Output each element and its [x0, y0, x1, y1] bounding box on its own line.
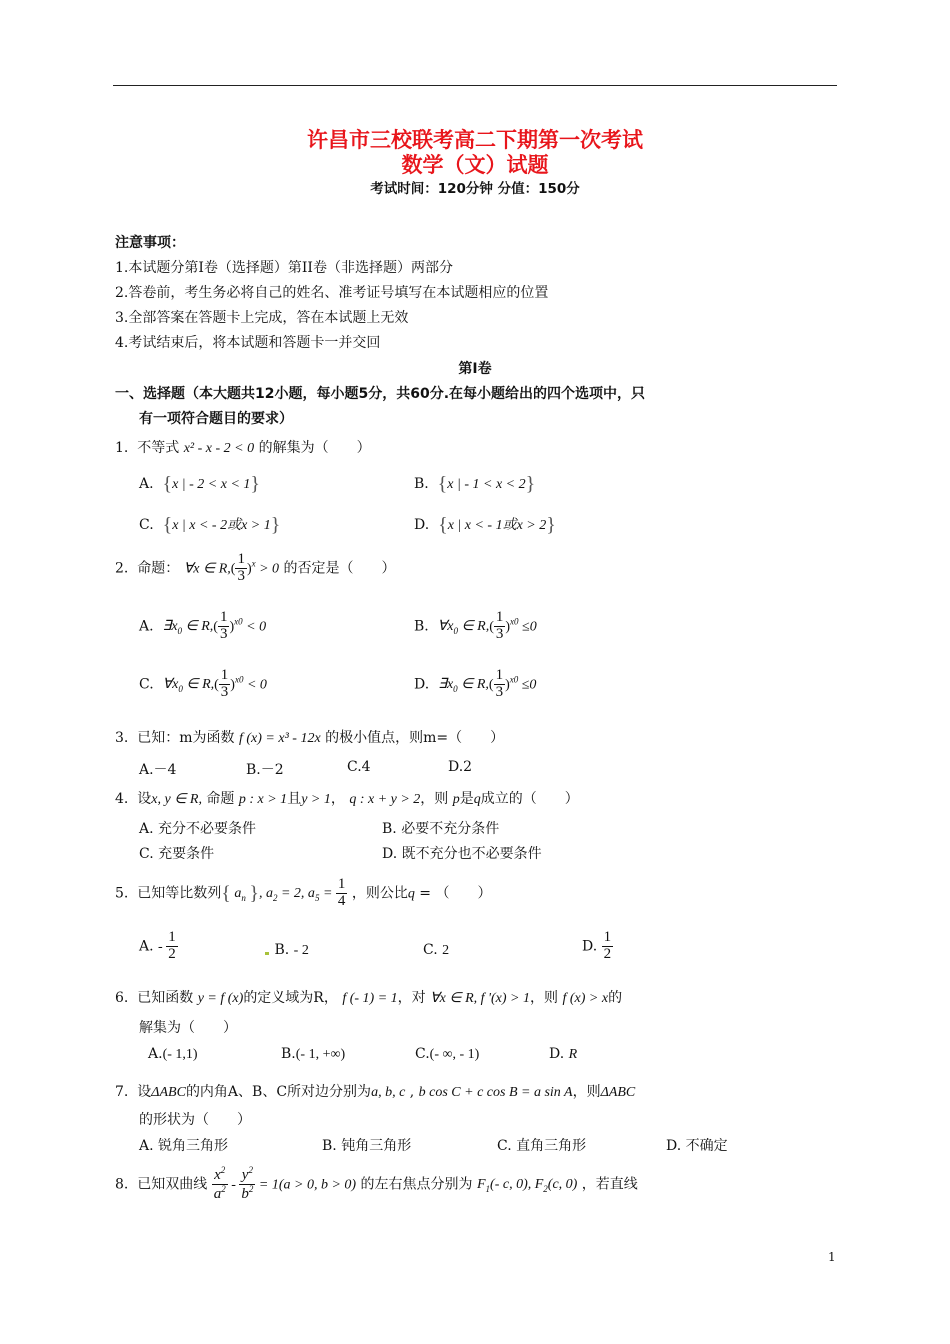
- exam-subject-title: 数学（文）试题: [401, 153, 549, 177]
- q5-option-b[interactable]: B. - 2: [264, 942, 309, 959]
- exam-title: 许昌市三校联考高二下期第一次考试: [307, 128, 643, 152]
- page-number: 1: [828, 1250, 836, 1264]
- notice-heading: 注意事项：: [115, 235, 185, 251]
- question-4: 4. 设x, y ∈ R, 命题 p : x > 1且y > 1， q : x + y > 2，则 p是q成立的（ ）: [115, 791, 579, 807]
- q1-option-c[interactable]: C. {x | x < - 2或x > 1}: [139, 514, 281, 536]
- q5-option-c[interactable]: C. 2: [423, 942, 450, 958]
- q7-option-d[interactable]: D. 不确定: [666, 1138, 728, 1154]
- notice-item-3: 3.全部答案在答题卡上完成，答在本试题上无效: [115, 310, 409, 326]
- notice-item-4: 4.考试结束后，将本试题和答题卡一并交回: [115, 335, 381, 351]
- q1-option-a[interactable]: A. {x | - 2 < x < 1}: [139, 473, 261, 495]
- q5-option-a[interactable]: A. - $\frac{1}{2}$: [139, 929, 176, 962]
- question-number: 1.: [115, 440, 129, 456]
- question-8: 8. 已知双曲线 $\frac{x^2}{a^2}$ - $\frac{y^2}{b^2}$ = 1(a > 0, b > 0) 的左右焦点分别为 $F_1(-$ c, 0), $F_2(c$, 0) ，若直线: [115, 1165, 638, 1202]
- q2-option-c[interactable]: C. $\forall x_0$ ∈ R,( $\frac{1}{3}$ )$^{x0}$ < 0: [139, 667, 267, 700]
- q2-option-d[interactable]: D. $\exists x_0$ ∈ R,( $\frac{1}{3}$ )$^{x0}$ ≤0: [414, 667, 537, 700]
- volume-title: 第Ⅰ卷: [458, 361, 492, 377]
- question-6-cont: 解集为（ ）: [139, 1020, 237, 1036]
- question-number: 7.: [115, 1084, 129, 1100]
- q4-option-a[interactable]: A. 充分不必要条件: [139, 821, 257, 837]
- notice-item-2: 2.答卷前，考生务必将自己的姓名、准考证号填写在本试题相应的位置: [115, 285, 549, 301]
- q4-option-b[interactable]: B. 必要不充分条件: [382, 821, 500, 837]
- q4-option-d[interactable]: D. 既不充分也不必要条件: [382, 846, 542, 862]
- q7-option-a[interactable]: A. 锐角三角形: [139, 1138, 229, 1154]
- q3-option-a[interactable]: A.－4: [139, 762, 177, 778]
- inequality: x² - x - 2 < 0: [183, 441, 255, 456]
- q6-option-b[interactable]: B.(- 1, +∞): [281, 1046, 346, 1062]
- question-7: 7. 设ΔABC的内角A、B、C所对边分别为a, b, c , b cos C + c cos B = a sin A，则ΔABC: [115, 1084, 636, 1100]
- q6-option-d[interactable]: D. R: [549, 1046, 578, 1062]
- question-number: 5.: [115, 885, 129, 902]
- q7-option-b[interactable]: B. 钝角三角形: [322, 1138, 412, 1154]
- question-1: 1. 不等式 x² - x - 2 < 0 的解集为（ ）: [115, 440, 371, 456]
- question-number: 6.: [115, 990, 129, 1006]
- q3-option-d[interactable]: D.2: [448, 759, 473, 775]
- q3-option-b[interactable]: B.－2: [246, 762, 284, 778]
- q6-option-c[interactable]: C.(- ∞, - 1): [415, 1046, 480, 1062]
- question-number: 2.: [115, 560, 129, 577]
- section-heading: 一、选择题（本大题共12小题，每小题5分，共60分.在每小题给出的四个选项中，只: [115, 386, 646, 402]
- section-heading-cont: 有一项符合题目的要求）: [139, 411, 293, 427]
- notice-item-1: 1.本试题分第Ⅰ卷（选择题）第II卷（非选择题）两部分: [115, 260, 453, 276]
- q1-option-d[interactable]: D. {x | x < - 1或x > 2}: [414, 514, 556, 536]
- header-rule: [113, 85, 837, 86]
- q5-option-d[interactable]: D. $\frac{1}{2}$: [582, 929, 612, 962]
- question-6: 6. 已知函数 y = f (x)的定义域为R， f (- 1) = 1，对 ∀x ∈ R, f '(x) > 1，则 f (x) > x的: [115, 990, 623, 1006]
- q6-option-a[interactable]: A.(- 1,1): [148, 1046, 198, 1062]
- question-number: 4.: [115, 791, 129, 807]
- q2-option-b[interactable]: B. $\forall x_0$ ∈ R,( $\frac{1}{3}$ )$^{x0}$ ≤0: [414, 609, 537, 642]
- question-number: 3.: [115, 730, 129, 746]
- q1-option-b[interactable]: B. {x | - 1 < x < 2}: [414, 473, 536, 495]
- question-7-cont: 的形状为（ ）: [139, 1112, 251, 1128]
- question-3: 3. 已知：m为函数 f (x) = x³ - 12x 的极小值点，则m=（ ）: [115, 730, 505, 746]
- q3-option-c[interactable]: C.4: [347, 759, 371, 775]
- exam-time-score: 考试时间：120分钟 分值：150分: [370, 181, 580, 197]
- q7-option-c[interactable]: C. 直角三角形: [497, 1138, 587, 1154]
- q2-option-a[interactable]: A. $\exists x_0$ ∈ R,( $\frac{1}{3}$ )$^{x0}$ < 0: [139, 609, 267, 642]
- question-5: 5. 已知等比数列{ $a_n$ }, $a_2 = 2$, $a_5$ = $\frac{1}{4}$ ，则公比q = （ ）: [115, 876, 492, 909]
- question-2: 2. 命题： ∀x ∈ R,( $\frac{1}{3}$ )$^x$ > 0 的否定是（ ）: [115, 551, 396, 584]
- question-number: 8.: [115, 1176, 129, 1193]
- q4-option-c[interactable]: C. 充要条件: [139, 846, 215, 862]
